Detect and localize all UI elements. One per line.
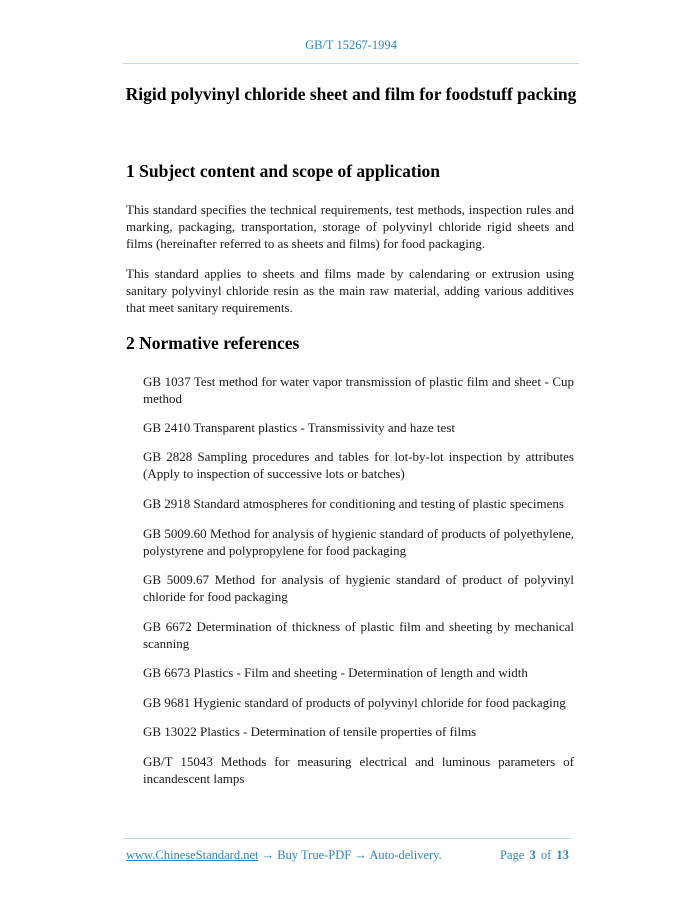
page-total: 13 bbox=[556, 848, 569, 862]
section-1-paragraph-1: This standard specifies the technical requirements, test methods, inspection rules and marking, packaging, transportation, storage of polyvinyl chloride rigid sheets and films (hereinafter referred to as sheets and films) for food packaging. bbox=[126, 202, 574, 251]
chinesestandard-link[interactable]: www.ChineseStandard.net bbox=[126, 848, 259, 862]
reference-item: GB 2828 Sampling procedures and tables for lot-by-lot inspection by attributes (Apply to inspection of successive lots or batches) bbox=[143, 449, 574, 481]
reference-item: GB 2918 Standard atmospheres for conditioning and testing of plastic specimens bbox=[143, 496, 564, 511]
reference-item: GB/T 15043 Methods for measuring electrical and luminous parameters of incandescent lamps bbox=[143, 754, 574, 786]
auto-delivery-text: Auto-delivery. bbox=[369, 848, 442, 862]
section-1-paragraph-2: This standard applies to sheets and films made by calendaring or extrusion using sanitary polyvinyl chloride resin as the main raw material, adding various additives that meet sanitary requirements. bbox=[126, 266, 574, 315]
arrow-right-icon: → bbox=[261, 848, 275, 862]
footer-divider bbox=[123, 838, 571, 839]
document-number-header: GB/T 15267-1994 bbox=[305, 38, 397, 52]
page-current: 3 bbox=[529, 848, 536, 862]
reference-item: GB 1037 Test method for water vapor transmission of plastic film and sheet - Cup method bbox=[143, 374, 574, 406]
page-indicator bbox=[500, 848, 569, 863]
section-1-heading: 1 Subject content and scope of application bbox=[126, 161, 441, 181]
arrow-right-icon: → bbox=[354, 848, 367, 862]
buy-true-pdf-text: Buy True-PDF bbox=[277, 848, 352, 862]
footer-promo bbox=[126, 848, 442, 863]
document-title: Rigid polyvinyl chloride sheet and film for foodstuff packing bbox=[125, 84, 577, 104]
reference-item: GB 13022 Plastics - Determination of tensile properties of films bbox=[143, 724, 477, 739]
reference-item: GB 2410 Transparent plastics - Transmissivity and haze test bbox=[143, 420, 455, 435]
reference-item: GB 5009.60 Method for analysis of hygienic standard of products of polyethylene, polystyrene and polypropylene for food packaging bbox=[143, 526, 574, 558]
page-of-label: of bbox=[540, 848, 552, 862]
reference-item: GB 5009.67 Method for analysis of hygienic standard of product of polyvinyl chloride for food packaging bbox=[143, 572, 574, 604]
reference-item: GB 6673 Plastics - Film and sheeting - Determination of length and width bbox=[143, 665, 528, 680]
section-2-heading: 2 Normative references bbox=[126, 333, 300, 353]
reference-item: GB 9681 Hygienic standard of products of polyvinyl chloride for food packaging bbox=[143, 695, 566, 710]
reference-item: GB 6672 Determination of thickness of plastic film and sheeting by mechanical scanning bbox=[143, 619, 574, 651]
header-divider bbox=[123, 63, 579, 64]
page-label: Page bbox=[500, 848, 525, 862]
